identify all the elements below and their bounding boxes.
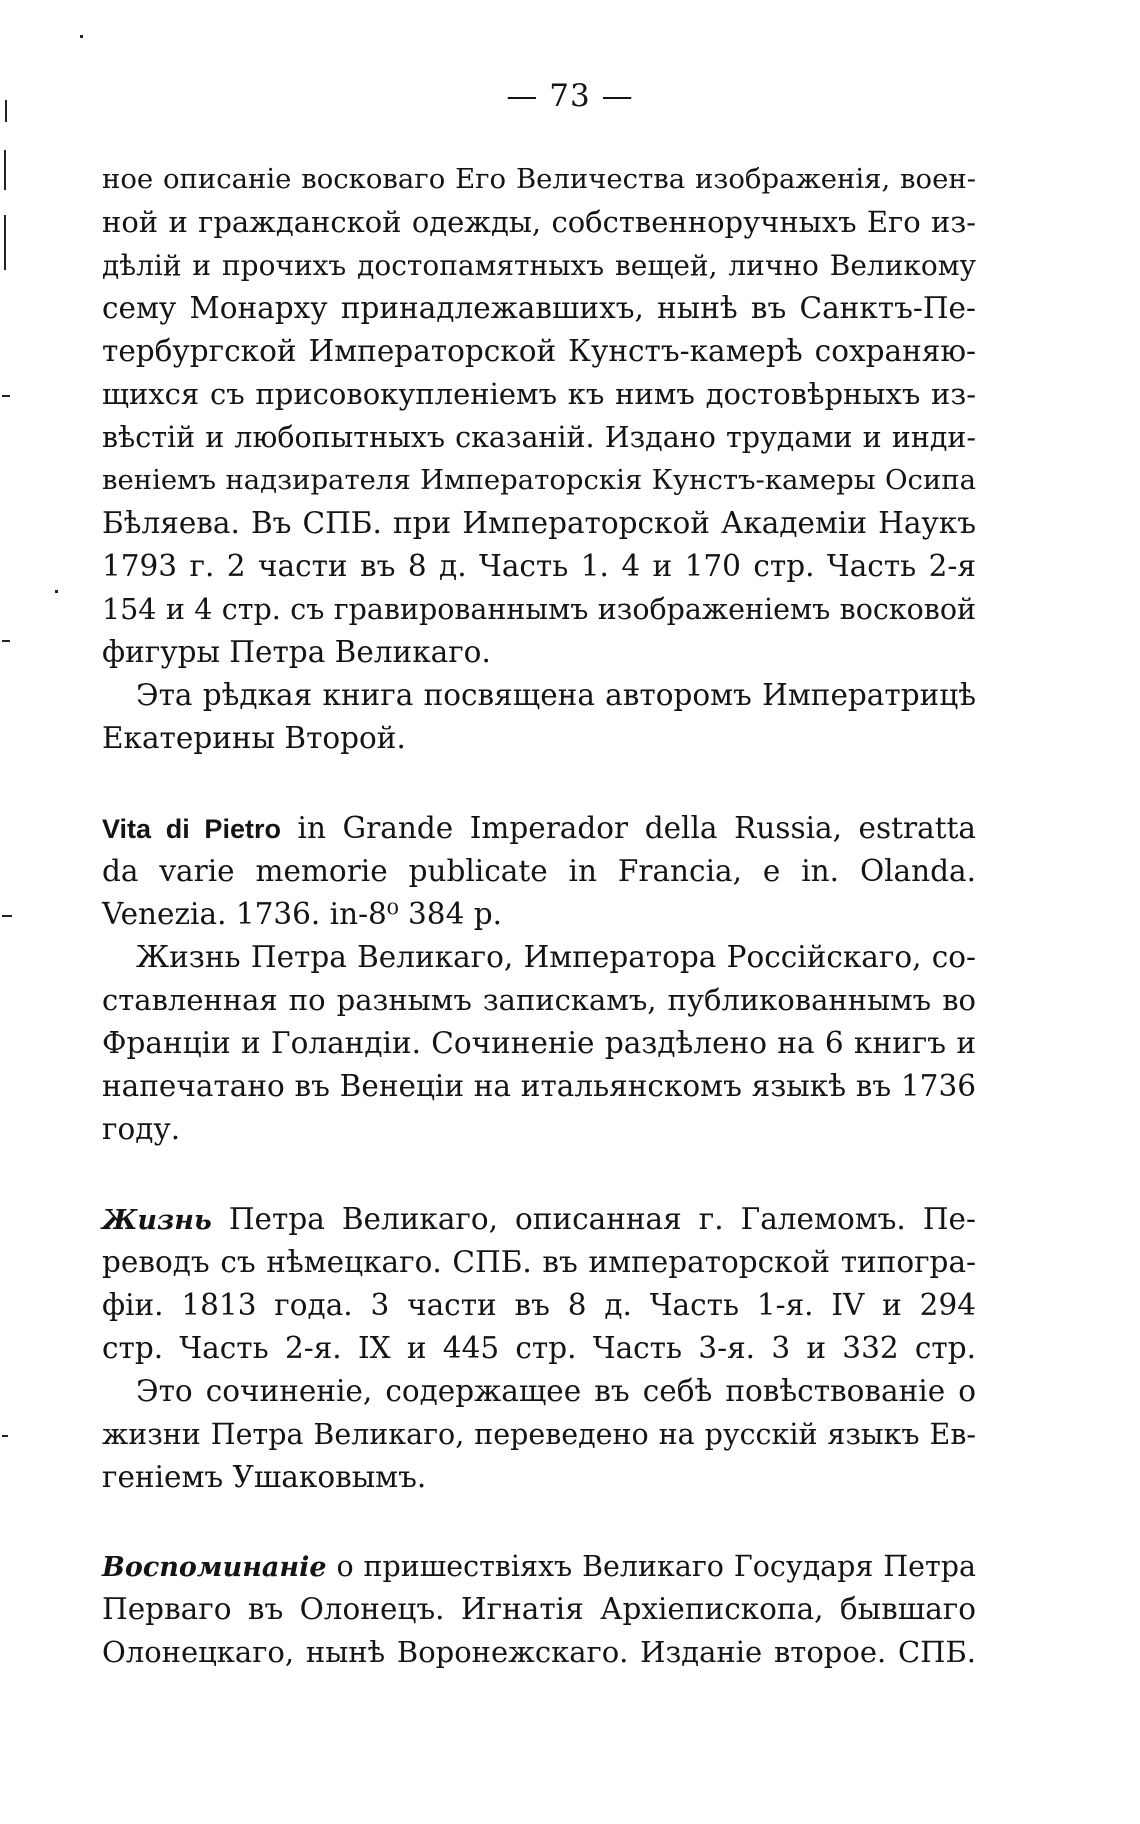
text-line: геніемъ Ушаковымъ. bbox=[102, 1460, 427, 1494]
text-line: щихся съ присовокупленіемъ къ нимъ достовѣрныхъ из- bbox=[102, 377, 976, 411]
text-line: году. bbox=[102, 1112, 181, 1146]
entry-title: Воспоминаніе bbox=[102, 1552, 327, 1583]
text-line: стр. Часть 2-я. IX и 445 стр. Часть 3-я. 3 и 332 стр. bbox=[102, 1331, 976, 1365]
text-line: Перваго въ Олонецъ. Игнатія Архіепископа, бывшаго bbox=[102, 1592, 976, 1626]
text-line: тербургской Императорской Кунстъ-камерѣ сохраняю- bbox=[102, 334, 976, 368]
text-line: вѣстій и любопытныхъ сказаній. Издано трудами и инди- bbox=[102, 421, 976, 454]
text-line: Бѣляева. Въ СПБ. при Императорской Академіи Наукъ bbox=[102, 506, 976, 540]
text-line: 154 и 4 стр. съ гравированнымъ изображеніемъ восковой bbox=[102, 593, 976, 626]
text-line: Venezia. 1736. in-8⁰ 384 p. bbox=[102, 897, 502, 931]
entry-title-rest: Петра Великаго, описанная г. Галемомъ. Пе- bbox=[228, 1202, 976, 1236]
text-line: Франціи и Голандіи. Сочиненіе раздѣлено на 6 книгъ и bbox=[102, 1026, 976, 1060]
entry-title-rest: in Grande Imperador della Russia, estratta bbox=[297, 811, 976, 845]
entry-first-line bbox=[102, 1198, 976, 1241]
text-line: ное описаніе восковаго Его Величества изображенія, воен- bbox=[102, 163, 976, 195]
entry-first-line bbox=[102, 807, 976, 850]
text-line: веніемъ надзирателя Императорскія Кунстъ-камеры Осипа bbox=[102, 464, 976, 496]
entry-zhizn-petra bbox=[102, 1198, 976, 1499]
text-line: 1793 г. 2 части въ 8 д. Часть 1. 4 и 170 стр. Часть 2-я bbox=[102, 549, 976, 583]
text-line: напечатано въ Венеціи на итальянскомъ языкѣ въ 1736 bbox=[102, 1069, 976, 1103]
edge-mark bbox=[2, 1435, 8, 1437]
text-line: Олонецкаго, нынѣ Воронежскаго. Изданіе второе. СПБ. bbox=[102, 1635, 976, 1669]
text-line: Екатерины Второй. bbox=[102, 721, 406, 755]
entry-title-rest: о пришествіяхъ Великаго Государя Петра bbox=[336, 1550, 976, 1583]
edge-mark bbox=[55, 590, 58, 593]
edge-mark bbox=[80, 35, 83, 38]
entry-title: Жизнь bbox=[102, 1205, 212, 1236]
edge-mark bbox=[2, 640, 10, 642]
text-line: жизни Петра Великаго, переведено на русскій языкъ Ев- bbox=[102, 1418, 976, 1451]
edge-mark bbox=[2, 915, 12, 917]
entry-continuation bbox=[102, 158, 976, 760]
text-line: Жизнь Петра Великаго, Императора Россійскаго, со- bbox=[136, 940, 976, 974]
edge-mark bbox=[5, 100, 7, 122]
text-line: фіи. 1813 года. 3 части въ 8 д. Часть 1-я. IV и 294 bbox=[102, 1288, 976, 1322]
edge-mark bbox=[4, 150, 6, 190]
text-line: дѣлій и прочихъ достопамятныхъ вещей, лично Великому bbox=[102, 249, 976, 282]
text-line: сему Монарху принадлежавшихъ, нынѣ въ Санктъ-Пе- bbox=[102, 291, 976, 325]
edge-mark bbox=[2, 395, 10, 397]
text-line: da varie memorie publicate in Francia, e in. Olanda. bbox=[102, 854, 976, 888]
text-line: ставленная по разнымъ запискамъ, публикованнымъ во bbox=[102, 983, 976, 1017]
entry-title: Vita di Pietro bbox=[102, 814, 281, 844]
entry-vita-di-pietro bbox=[102, 807, 976, 1151]
text-line: Это сочиненіе, содержащее въ себѣ повѣствованіе о bbox=[136, 1374, 976, 1408]
page-number: — 73 — bbox=[506, 78, 634, 114]
edge-mark bbox=[4, 215, 6, 270]
entry-vospominanie bbox=[102, 1545, 976, 1674]
text-line: реводъ съ нѣмецкаго. СПБ. въ императорской типогра- bbox=[102, 1245, 976, 1279]
entry-first-line bbox=[102, 1545, 976, 1588]
text-line: фигуры Петра Великаго. bbox=[102, 635, 491, 669]
text-line: Эта рѣдкая книга посвящена авторомъ Императрицѣ bbox=[136, 678, 976, 712]
text-line: ной и гражданской одежды, собственноручныхъ Его из- bbox=[102, 205, 976, 239]
